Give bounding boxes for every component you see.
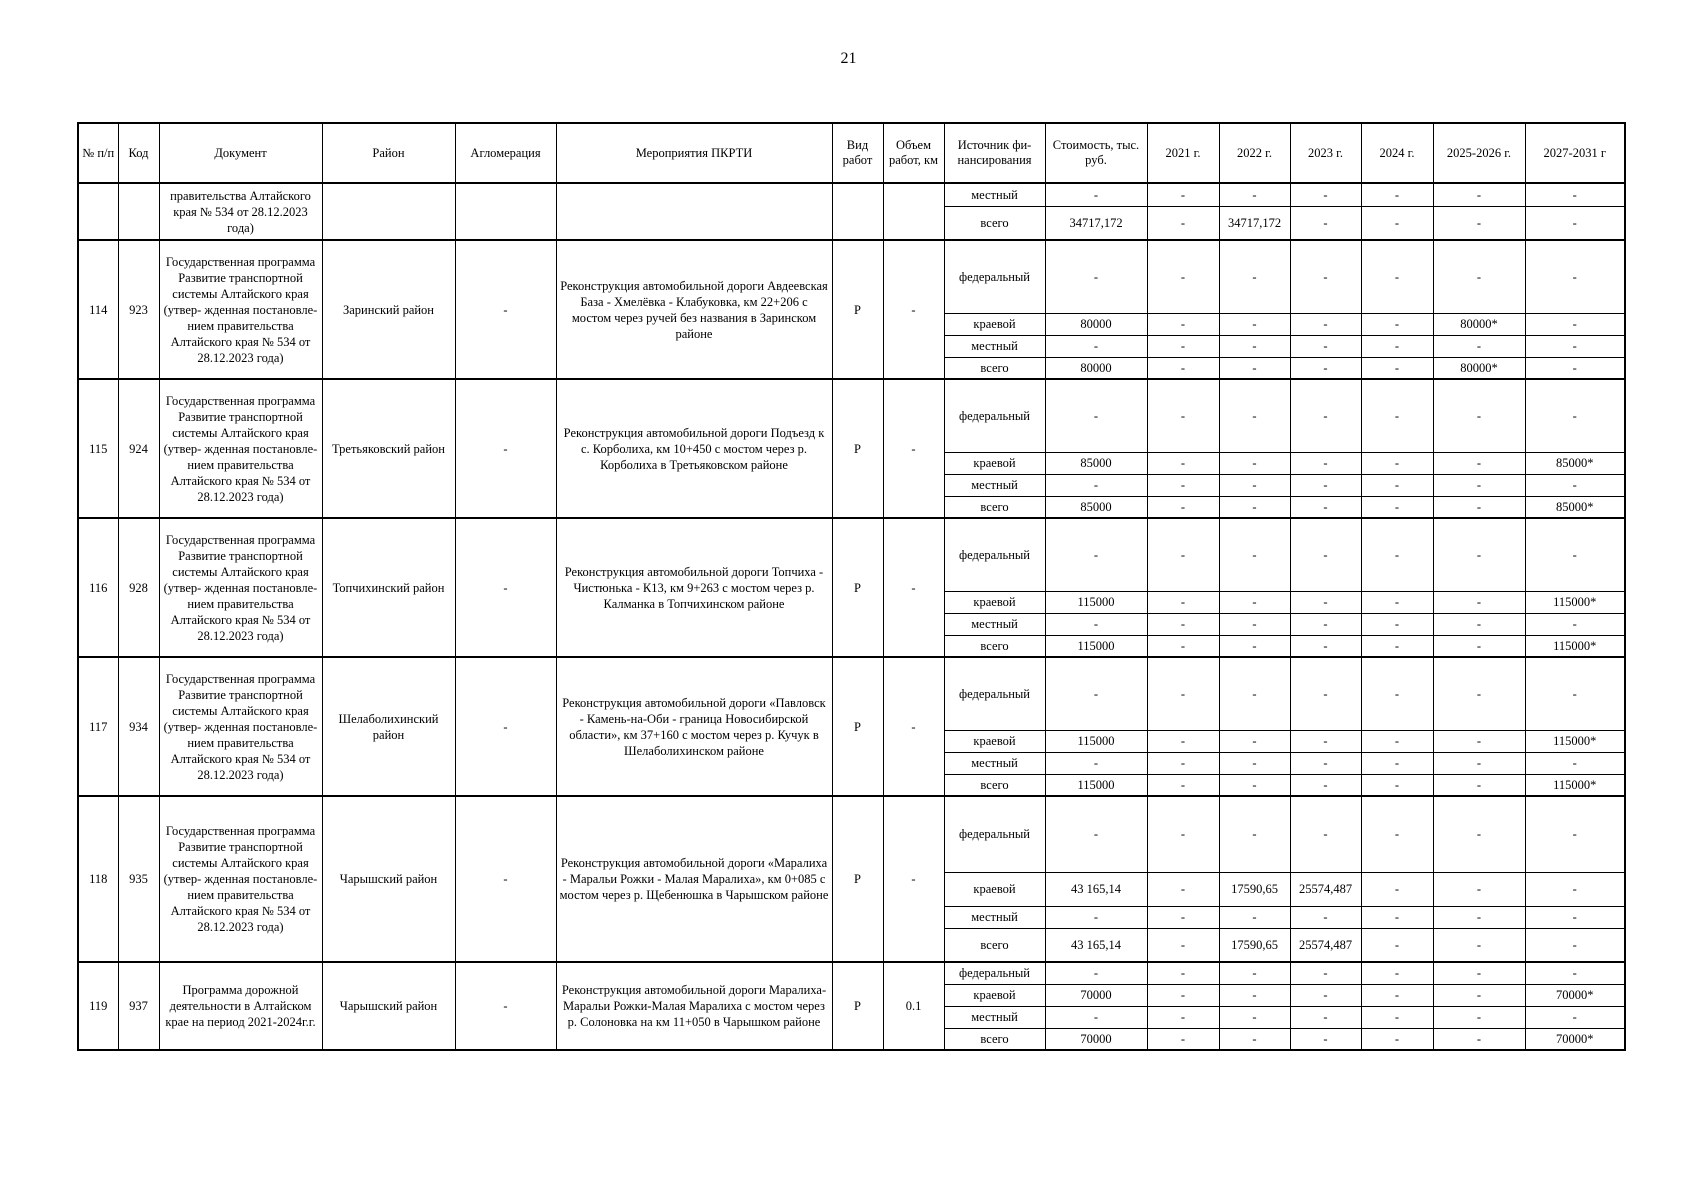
record-group (78, 796, 1625, 962)
code-cell: 935 (118, 796, 159, 962)
year-2024-cell: - (1361, 872, 1433, 906)
header-2025-2026: 2025-2026 г. (1433, 123, 1525, 183)
table-row (78, 796, 1625, 872)
volume-cell: - (883, 240, 944, 379)
year-2024-cell: - (1361, 313, 1433, 335)
year-2027-2031-cell: - (1525, 357, 1625, 379)
year-2022-cell: - (1219, 635, 1290, 657)
code-cell (118, 183, 159, 240)
event-cell (556, 183, 832, 240)
year-2023-cell: - (1290, 657, 1361, 730)
year-2025-2026-cell: - (1433, 206, 1525, 240)
year-2024-cell: - (1361, 496, 1433, 518)
source-cell: местный (944, 474, 1045, 496)
num-cell: 116 (78, 518, 118, 657)
year-2027-2031-cell: 115000* (1525, 730, 1625, 752)
header-document: Документ (159, 123, 322, 183)
year-2025-2026-cell: - (1433, 774, 1525, 796)
source-cell: краевой (944, 730, 1045, 752)
year-2024-cell: - (1361, 474, 1433, 496)
year-2022-cell: - (1219, 774, 1290, 796)
year-2021-cell: - (1147, 357, 1219, 379)
year-2027-2031-cell: - (1525, 518, 1625, 591)
year-2023-cell: - (1290, 1028, 1361, 1050)
year-2023-cell: - (1290, 796, 1361, 872)
year-2021-cell: - (1147, 984, 1219, 1006)
year-2021-cell: - (1147, 206, 1219, 240)
year-2025-2026-cell: - (1433, 183, 1525, 206)
year-2024-cell: - (1361, 452, 1433, 474)
cost-cell: 115000 (1045, 730, 1147, 752)
year-2024-cell: - (1361, 613, 1433, 635)
year-2023-cell: - (1290, 474, 1361, 496)
year-2023-cell: - (1290, 962, 1361, 984)
cost-cell: - (1045, 240, 1147, 313)
event-cell: Реконструкция автомобильной дороги Маралиха-Маральи Рожки-Малая Маралиха с мостом через р. Солоновка на км 11+050 в Чарышком районе (556, 962, 832, 1050)
year-2025-2026-cell: - (1433, 635, 1525, 657)
volume-cell: - (883, 657, 944, 796)
header-num: № п/п (78, 123, 118, 183)
document-cell: правительства Алтайского края № 534 от 28.12.2023 года) (159, 183, 322, 240)
year-2024-cell: - (1361, 774, 1433, 796)
year-2021-cell: - (1147, 774, 1219, 796)
agglomeration-cell: - (455, 379, 556, 518)
cost-cell: 115000 (1045, 635, 1147, 657)
record-group (78, 657, 1625, 796)
cost-cell: 85000 (1045, 452, 1147, 474)
volume-cell (883, 183, 944, 240)
source-cell: федеральный (944, 240, 1045, 313)
record-group (78, 962, 1625, 1050)
year-2025-2026-cell: - (1433, 240, 1525, 313)
year-2021-cell: - (1147, 335, 1219, 357)
event-cell: Реконструкция автомобильной дороги «Маралиха - Маральи Рожки - Малая Маралиха», км 0+085 с мостом через р. Щебенюшка в Чарышском районе (556, 796, 832, 962)
year-2027-2031-cell: - (1525, 657, 1625, 730)
source-cell: всего (944, 635, 1045, 657)
year-2022-cell: - (1219, 984, 1290, 1006)
cost-cell: 85000 (1045, 496, 1147, 518)
year-2022-cell: - (1219, 1006, 1290, 1028)
year-2025-2026-cell: 80000* (1433, 313, 1525, 335)
header-district: Район (322, 123, 455, 183)
work-type-cell: Р (832, 518, 883, 657)
year-2021-cell: - (1147, 496, 1219, 518)
header-cost: Стоимость, тыс. руб. (1045, 123, 1147, 183)
continuation-group (78, 183, 1625, 240)
year-2021-cell: - (1147, 928, 1219, 962)
year-2021-cell: - (1147, 657, 1219, 730)
header-agglomeration: Агломерация (455, 123, 556, 183)
year-2024-cell: - (1361, 984, 1433, 1006)
cost-cell: - (1045, 962, 1147, 984)
year-2021-cell: - (1147, 474, 1219, 496)
district-cell: Чарышский район (322, 962, 455, 1050)
district-cell: Топчихинский район (322, 518, 455, 657)
year-2023-cell: - (1290, 183, 1361, 206)
year-2022-cell: - (1219, 357, 1290, 379)
year-2025-2026-cell: - (1433, 335, 1525, 357)
cost-cell: 70000 (1045, 1028, 1147, 1050)
year-2023-cell: - (1290, 379, 1361, 452)
year-2025-2026-cell: - (1433, 928, 1525, 962)
document-cell: Государственная программа Развитие транспортной системы Алтайского края (утвер- жденная постановле- нием правительства Алтайского края № 534 от 28.12.2023 года) (159, 518, 322, 657)
cost-cell: - (1045, 613, 1147, 635)
cost-cell: 115000 (1045, 591, 1147, 613)
year-2021-cell: - (1147, 240, 1219, 313)
year-2024-cell: - (1361, 906, 1433, 928)
cost-cell: - (1045, 474, 1147, 496)
cost-cell: - (1045, 1006, 1147, 1028)
year-2023-cell: - (1290, 452, 1361, 474)
district-cell: Чарышский район (322, 796, 455, 962)
header-2024: 2024 г. (1361, 123, 1433, 183)
year-2022-cell: - (1219, 657, 1290, 730)
year-2027-2031-cell: - (1525, 613, 1625, 635)
year-2027-2031-cell: - (1525, 906, 1625, 928)
year-2027-2031-cell: - (1525, 1006, 1625, 1028)
year-2024-cell: - (1361, 752, 1433, 774)
record-group (78, 240, 1625, 379)
record-group (78, 379, 1625, 518)
year-2025-2026-cell: - (1433, 657, 1525, 730)
header-volume: Объем работ, км (883, 123, 944, 183)
year-2024-cell: - (1361, 379, 1433, 452)
year-2023-cell: - (1290, 518, 1361, 591)
year-2024-cell: - (1361, 591, 1433, 613)
page-number: 21 (840, 50, 857, 67)
year-2025-2026-cell: - (1433, 872, 1525, 906)
table-row (78, 240, 1625, 313)
source-cell: всего (944, 357, 1045, 379)
year-2022-cell: - (1219, 379, 1290, 452)
year-2024-cell: - (1361, 240, 1433, 313)
year-2027-2031-cell: - (1525, 206, 1625, 240)
cost-cell: - (1045, 183, 1147, 206)
event-cell: Реконструкция автомобильной дороги «Павловск - Камень-на-Оби - граница Новосибирской области», км 37+160 с мостом через р. Кучук в Шелаболихинском районе (556, 657, 832, 796)
year-2024-cell: - (1361, 1006, 1433, 1028)
num-cell: 114 (78, 240, 118, 379)
year-2023-cell: - (1290, 730, 1361, 752)
year-2027-2031-cell: - (1525, 796, 1625, 872)
year-2023-cell: - (1290, 774, 1361, 796)
event-cell: Реконструкция автомобильной дороги Топчиха - Чистюнька - К13, км 9+263 с мостом через р. Калманка в Топчихинском районе (556, 518, 832, 657)
year-2024-cell: - (1361, 335, 1433, 357)
source-cell: всего (944, 774, 1045, 796)
table-row (78, 518, 1625, 591)
agglomeration-cell: - (455, 962, 556, 1050)
agglomeration-cell: - (455, 518, 556, 657)
source-cell: федеральный (944, 962, 1045, 984)
year-2021-cell: - (1147, 872, 1219, 906)
year-2024-cell: - (1361, 518, 1433, 591)
year-2021-cell: - (1147, 1006, 1219, 1028)
source-cell: краевой (944, 313, 1045, 335)
source-cell: федеральный (944, 796, 1045, 872)
year-2022-cell: - (1219, 906, 1290, 928)
year-2027-2031-cell: 85000* (1525, 452, 1625, 474)
year-2022-cell: - (1219, 474, 1290, 496)
header-event: Мероприятия ПКРТИ (556, 123, 832, 183)
source-cell: краевой (944, 872, 1045, 906)
year-2021-cell: - (1147, 906, 1219, 928)
source-cell: местный (944, 613, 1045, 635)
header-2027-2031: 2027-2031 г (1525, 123, 1625, 183)
source-cell: местный (944, 906, 1045, 928)
year-2027-2031-cell: 115000* (1525, 591, 1625, 613)
year-2023-cell: - (1290, 313, 1361, 335)
year-2025-2026-cell: - (1433, 591, 1525, 613)
year-2021-cell: - (1147, 962, 1219, 984)
cost-cell: 80000 (1045, 357, 1147, 379)
year-2024-cell: - (1361, 206, 1433, 240)
year-2027-2031-cell: 115000* (1525, 635, 1625, 657)
table-row (78, 379, 1625, 452)
header-2023: 2023 г. (1290, 123, 1361, 183)
year-2024-cell: - (1361, 962, 1433, 984)
cost-cell: 115000 (1045, 774, 1147, 796)
cost-cell: 43 165,14 (1045, 872, 1147, 906)
code-cell: 924 (118, 379, 159, 518)
district-cell: Третьяковский район (322, 379, 455, 518)
year-2022-cell: - (1219, 613, 1290, 635)
year-2022-cell: 34717,172 (1219, 206, 1290, 240)
year-2027-2031-cell: - (1525, 872, 1625, 906)
year-2021-cell: - (1147, 591, 1219, 613)
volume-cell: 0.1 (883, 962, 944, 1050)
year-2024-cell: - (1361, 357, 1433, 379)
year-2027-2031-cell: - (1525, 379, 1625, 452)
year-2022-cell: - (1219, 518, 1290, 591)
agglomeration-cell: - (455, 796, 556, 962)
num-cell (78, 183, 118, 240)
agglomeration-cell: - (455, 657, 556, 796)
source-cell: всего (944, 928, 1045, 962)
district-cell: Заринский район (322, 240, 455, 379)
year-2023-cell: - (1290, 496, 1361, 518)
cost-cell: 43 165,14 (1045, 928, 1147, 962)
document-cell: Государственная программа Развитие транспортной системы Алтайского края (утвер- жденная постановле- нием правительства Алтайского края № 534 от 28.12.2023 года) (159, 796, 322, 962)
year-2025-2026-cell: - (1433, 379, 1525, 452)
year-2023-cell: - (1290, 357, 1361, 379)
header-code: Код (118, 123, 159, 183)
year-2023-cell: - (1290, 984, 1361, 1006)
year-2025-2026-cell: - (1433, 752, 1525, 774)
year-2024-cell: - (1361, 1028, 1433, 1050)
source-cell: федеральный (944, 657, 1045, 730)
num-cell: 118 (78, 796, 118, 962)
source-cell: федеральный (944, 379, 1045, 452)
year-2023-cell: - (1290, 613, 1361, 635)
cost-cell: - (1045, 796, 1147, 872)
volume-cell: - (883, 518, 944, 657)
district-cell: Шелаболихинский район (322, 657, 455, 796)
code-cell: 923 (118, 240, 159, 379)
volume-cell: - (883, 796, 944, 962)
year-2023-cell: - (1290, 752, 1361, 774)
work-type-cell: Р (832, 657, 883, 796)
year-2021-cell: - (1147, 379, 1219, 452)
agglomeration-cell: - (455, 240, 556, 379)
year-2022-cell: - (1219, 335, 1290, 357)
document-cell: Программа дорожной деятельности в Алтайском крае на период 2021-2024г.г. (159, 962, 322, 1050)
year-2023-cell: - (1290, 635, 1361, 657)
year-2025-2026-cell: - (1433, 1006, 1525, 1028)
year-2021-cell: - (1147, 730, 1219, 752)
year-2022-cell: 17590,65 (1219, 928, 1290, 962)
year-2027-2031-cell: - (1525, 183, 1625, 206)
year-2025-2026-cell: 80000* (1433, 357, 1525, 379)
year-2023-cell: - (1290, 906, 1361, 928)
year-2027-2031-cell: - (1525, 962, 1625, 984)
year-2022-cell: - (1219, 962, 1290, 984)
header-work-type: Вид работ (832, 123, 883, 183)
year-2022-cell: - (1219, 452, 1290, 474)
source-cell: краевой (944, 591, 1045, 613)
event-cell: Реконструкция автомобильной дороги Подъезд к с. Корболиха, км 10+450 с мостом через р. Корболиха в Третьяковском районе (556, 379, 832, 518)
header-2021: 2021 г. (1147, 123, 1219, 183)
year-2027-2031-cell: 70000* (1525, 1028, 1625, 1050)
year-2021-cell: - (1147, 1028, 1219, 1050)
year-2023-cell: - (1290, 206, 1361, 240)
year-2022-cell: - (1219, 752, 1290, 774)
year-2022-cell: - (1219, 240, 1290, 313)
year-2025-2026-cell: - (1433, 984, 1525, 1006)
year-2027-2031-cell: 85000* (1525, 496, 1625, 518)
year-2023-cell: 25574,487 (1290, 928, 1361, 962)
year-2025-2026-cell: - (1433, 474, 1525, 496)
year-2027-2031-cell: - (1525, 928, 1625, 962)
year-2024-cell: - (1361, 796, 1433, 872)
work-type-cell: Р (832, 796, 883, 962)
year-2022-cell: 17590,65 (1219, 872, 1290, 906)
cost-cell: - (1045, 906, 1147, 928)
year-2025-2026-cell: - (1433, 613, 1525, 635)
work-type-cell (832, 183, 883, 240)
header-2022: 2022 г. (1219, 123, 1290, 183)
year-2024-cell: - (1361, 657, 1433, 730)
source-cell: краевой (944, 452, 1045, 474)
table-row (78, 962, 1625, 984)
year-2021-cell: - (1147, 313, 1219, 335)
year-2021-cell: - (1147, 635, 1219, 657)
code-cell: 937 (118, 962, 159, 1050)
agglomeration-cell (455, 183, 556, 240)
work-type-cell: Р (832, 240, 883, 379)
year-2023-cell: 25574,487 (1290, 872, 1361, 906)
year-2021-cell: - (1147, 796, 1219, 872)
num-cell: 115 (78, 379, 118, 518)
num-cell: 119 (78, 962, 118, 1050)
year-2024-cell: - (1361, 635, 1433, 657)
year-2022-cell: - (1219, 796, 1290, 872)
code-cell: 934 (118, 657, 159, 796)
year-2025-2026-cell: - (1433, 730, 1525, 752)
source-cell: местный (944, 752, 1045, 774)
work-type-cell: Р (832, 962, 883, 1050)
year-2022-cell: - (1219, 591, 1290, 613)
source-cell: федеральный (944, 518, 1045, 591)
cost-cell: 70000 (1045, 984, 1147, 1006)
year-2022-cell: - (1219, 183, 1290, 206)
year-2027-2031-cell: 115000* (1525, 774, 1625, 796)
year-2027-2031-cell: - (1525, 474, 1625, 496)
code-cell: 928 (118, 518, 159, 657)
year-2021-cell: - (1147, 752, 1219, 774)
document-cell: Государственная программа Развитие транспортной системы Алтайского края (утвер- жденная постановле- нием правительства Алтайского края № 534 от 28.12.2023 года) (159, 379, 322, 518)
year-2025-2026-cell: - (1433, 518, 1525, 591)
year-2025-2026-cell: - (1433, 452, 1525, 474)
volume-cell: - (883, 379, 944, 518)
document-cell: Государственная программа Развитие транспортной системы Алтайского края (утвер- жденная постановле- нием правительства Алтайского края № 534 от 28.12.2023 года) (159, 240, 322, 379)
cost-cell: - (1045, 379, 1147, 452)
cost-cell: - (1045, 335, 1147, 357)
district-cell (322, 183, 455, 240)
year-2022-cell: - (1219, 730, 1290, 752)
year-2024-cell: - (1361, 183, 1433, 206)
year-2027-2031-cell: - (1525, 335, 1625, 357)
work-type-cell: Р (832, 379, 883, 518)
cost-cell: 34717,172 (1045, 206, 1147, 240)
year-2027-2031-cell: - (1525, 240, 1625, 313)
source-cell: всего (944, 496, 1045, 518)
year-2022-cell: - (1219, 1028, 1290, 1050)
year-2023-cell: - (1290, 1006, 1361, 1028)
header-source: Источник фи-нансирования (944, 123, 1045, 183)
source-cell: всего (944, 1028, 1045, 1050)
record-group (78, 518, 1625, 657)
year-2021-cell: - (1147, 183, 1219, 206)
source-cell: местный (944, 1006, 1045, 1028)
year-2024-cell: - (1361, 928, 1433, 962)
year-2025-2026-cell: - (1433, 906, 1525, 928)
cost-cell: - (1045, 752, 1147, 774)
year-2023-cell: - (1290, 240, 1361, 313)
year-2023-cell: - (1290, 335, 1361, 357)
year-2024-cell: - (1361, 730, 1433, 752)
source-cell: краевой (944, 984, 1045, 1006)
year-2027-2031-cell: 70000* (1525, 984, 1625, 1006)
cost-cell: 80000 (1045, 313, 1147, 335)
year-2021-cell: - (1147, 518, 1219, 591)
document-cell: Государственная программа Развитие транспортной системы Алтайского края (утвер- жденная постановле- нием правительства Алтайского края № 534 от 28.12.2023 года) (159, 657, 322, 796)
cost-cell: - (1045, 657, 1147, 730)
source-cell: местный (944, 183, 1045, 206)
cost-cell: - (1045, 518, 1147, 591)
year-2027-2031-cell: - (1525, 752, 1625, 774)
year-2022-cell: - (1219, 313, 1290, 335)
year-2025-2026-cell: - (1433, 796, 1525, 872)
num-cell: 117 (78, 657, 118, 796)
source-cell: всего (944, 206, 1045, 240)
year-2025-2026-cell: - (1433, 962, 1525, 984)
year-2025-2026-cell: - (1433, 496, 1525, 518)
event-cell: Реконструкция автомобильной дороги Авдеевская База - Хмелёвка - Клабуковка, км 22+206 с мостом через ручей без названия в Заринском районе (556, 240, 832, 379)
table-row (78, 657, 1625, 730)
year-2023-cell: - (1290, 591, 1361, 613)
year-2025-2026-cell: - (1433, 1028, 1525, 1050)
year-2027-2031-cell: - (1525, 313, 1625, 335)
table-row (78, 183, 1625, 206)
year-2022-cell: - (1219, 496, 1290, 518)
header-row (78, 123, 1625, 183)
year-2021-cell: - (1147, 613, 1219, 635)
year-2021-cell: - (1147, 452, 1219, 474)
program-table (77, 122, 1626, 1051)
source-cell: местный (944, 335, 1045, 357)
